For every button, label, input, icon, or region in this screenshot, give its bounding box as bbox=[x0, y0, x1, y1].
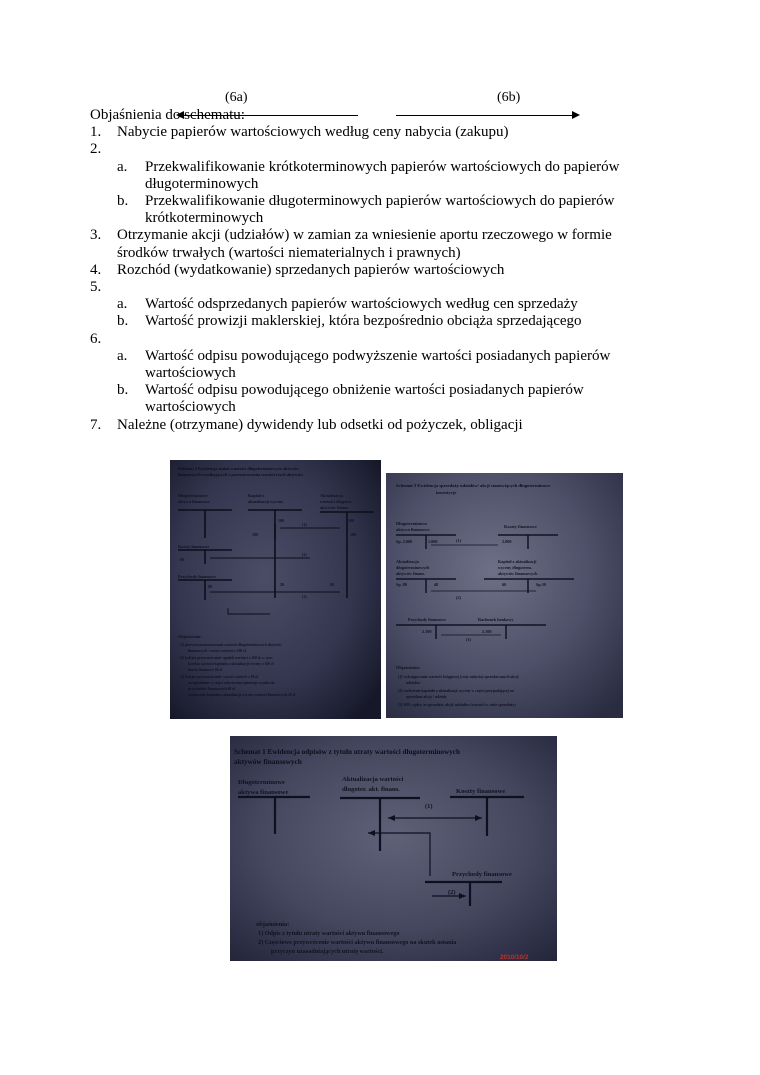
value: 1.000 bbox=[428, 539, 438, 544]
acc-label: Przychody finansowe bbox=[408, 617, 447, 622]
acc-label: długoterminowych bbox=[396, 565, 430, 570]
list-item: b. Przekwalifikowanie długoterminowych papierów wartościowych do papierów bbox=[117, 193, 615, 210]
marker: (1) bbox=[456, 538, 461, 543]
list-item: a. Wartość odsprzedanych papierów wartościowych według cen sprzedaży bbox=[117, 296, 578, 313]
marker: (3) bbox=[466, 637, 471, 642]
note: (2) kolejne przeszacowanie- spadek wartości o 160 zł, w tym: bbox=[180, 656, 273, 660]
acc-label: Kapitał z aktualizacji bbox=[498, 559, 537, 564]
explanations-title: Objaśnienia do schematu: bbox=[90, 107, 245, 123]
list-item: a. Przekwalifikowanie krótkoterminowych papierów wartościowych do papierów bbox=[117, 158, 620, 175]
value: 60 bbox=[180, 557, 184, 562]
acc-label: aktywa finansowe bbox=[238, 789, 289, 796]
acc-label: długoter. akt. finans. bbox=[342, 786, 400, 793]
note: 1) Odpis z tytułu utraty wartości aktywu finansowego bbox=[258, 930, 400, 937]
schemat-1-title-1: Schemat 1 Ewidencja odpisów z tytułu utraty wartości długoterminowych bbox=[234, 748, 460, 756]
note: korekta wartości kapitału z aktualizacji wyceny o 100 zł bbox=[188, 662, 274, 666]
value: 20 bbox=[280, 582, 284, 587]
value: 80 bbox=[330, 582, 334, 587]
list-item: 7. Należne (otrzymane) dywidendy lub odsetki od pożyczek, obligacji bbox=[90, 416, 523, 433]
marker: (1) bbox=[302, 522, 307, 527]
note: finansowych- wzrost wartości o 100 zł bbox=[188, 649, 246, 653]
acc-label: Koszty finansowe bbox=[178, 544, 210, 549]
schemat-3-title-2: inwestycje bbox=[436, 490, 457, 495]
photo-schemat-3 bbox=[386, 473, 623, 718]
acc-label: Przychody finansowe bbox=[178, 574, 217, 579]
value: 2.100 bbox=[422, 629, 432, 634]
note: udziałów bbox=[406, 681, 421, 685]
date-stamp: 2010/10/2 bbox=[500, 954, 529, 961]
note: 2) Częściowe przywrócenie wartości aktywu finansowego na skutek ustania bbox=[258, 939, 457, 946]
marker: (2) bbox=[302, 552, 307, 557]
value: 100 bbox=[278, 518, 284, 523]
list-item: 5. bbox=[90, 279, 102, 296]
value: Sp. 80 bbox=[396, 582, 407, 587]
note: przychodów finansowych 60 zł bbox=[188, 687, 235, 691]
notes-title: Objaśnienia: bbox=[396, 665, 421, 670]
value: 60 bbox=[502, 582, 507, 587]
label-6a: (6a) bbox=[225, 90, 248, 105]
photo-schemat-1 bbox=[230, 736, 557, 961]
schemat-3-diagram bbox=[386, 473, 623, 718]
acc-label: wartości długoter. bbox=[320, 499, 352, 504]
list-item-cont: krótkoterminowych bbox=[145, 210, 264, 227]
explanations bbox=[90, 107, 650, 434]
value: Sp.50 bbox=[536, 582, 546, 587]
acc-label: Aktualizacja wartości bbox=[342, 776, 404, 783]
label-6b: (6b) bbox=[497, 90, 521, 105]
note: (3) kolejne przeszacowanie- wzrost wartości o 80 zł bbox=[180, 675, 258, 679]
note: (1) wyksięgowanie wartości księgowej (ceny nabycia) sprzedawanych akcji bbox=[398, 675, 519, 679]
value: 2.100 bbox=[482, 629, 492, 634]
acc-label: Długoterminowe bbox=[178, 493, 208, 498]
value: 100 bbox=[252, 532, 258, 537]
value: 80 bbox=[208, 584, 212, 589]
list-item-cont: środków trwałych (wartości niematerialnych i prawnych) bbox=[117, 244, 461, 261]
note: uwzględnienie w części odwrócenia ujemnego wyniku do bbox=[188, 681, 275, 685]
acc-label: aktywów finansowych bbox=[498, 571, 538, 576]
value: 100 bbox=[350, 532, 356, 537]
acc-label: aktywów finans. bbox=[320, 505, 350, 510]
acc-label: Długoterminowe bbox=[396, 521, 428, 526]
list-item: 2. bbox=[90, 141, 102, 158]
schemat-1-diagram bbox=[230, 736, 557, 961]
schemat-2-diagram bbox=[170, 460, 381, 719]
value: 100 bbox=[348, 518, 354, 523]
schemat-3-title-1: Schemat 3 Ewidencja sprzedaży udziałów/ akcji stanowiących długoterminowe bbox=[396, 483, 551, 488]
value: 2.000 bbox=[502, 539, 512, 544]
marker: (2) bbox=[456, 595, 461, 600]
note: koszty finansowe 60 zł bbox=[188, 668, 223, 672]
list-item: b. Wartość odpisu powodującego obniżenie wartości posiadanych papierów bbox=[117, 382, 584, 399]
acc-label: Długoterminowe bbox=[238, 779, 285, 786]
list-item: 3. Otrzymanie akcji (udziałów) w zamian za wniesienie aportu rzeczowego w formie bbox=[90, 227, 612, 244]
list-item: 1. Nabycie papierów wartościowych według ceny nabycia (zakupu) bbox=[90, 124, 509, 141]
acc-label: aktywów finans. bbox=[396, 571, 426, 576]
list-item: b. Wartość prowizji maklerskiej, która bezpośrednio obciąża sprzedającego bbox=[117, 313, 582, 330]
schemat-2-title-1: Schemat 2 Ewidencja zmian wartości długoterminowych aktywów bbox=[178, 466, 300, 471]
note: (1) pierwsze przeszacowanie wartości długoterminowych aktywów bbox=[180, 643, 282, 647]
acc-label: Kapitał z bbox=[248, 493, 265, 498]
list-item: 6. bbox=[90, 330, 102, 347]
value: Sp. 2.000 bbox=[396, 539, 413, 544]
marker: (1) bbox=[425, 803, 433, 810]
note: sprzedane akcje / udziały bbox=[406, 695, 447, 699]
acc-label: Koszty finansowe bbox=[504, 524, 537, 529]
photo-schemat-2 bbox=[170, 460, 381, 719]
notes-title: Objaśnienia: bbox=[178, 634, 202, 639]
acc-label: Koszty finansowe bbox=[456, 788, 506, 795]
marker: (3) bbox=[302, 594, 307, 599]
value: 40 bbox=[434, 582, 439, 587]
schemat-1-title-2: aktywów finansowych bbox=[234, 758, 302, 766]
list-item-cont: wartościowych bbox=[145, 365, 236, 382]
note: zwiększenie kapitału z aktualizacji wyceny wartości finansowych 20 zł bbox=[188, 693, 296, 697]
acc-label: aktualizacji wyceny bbox=[248, 499, 284, 504]
note: przyczyn uzasadniających utratę wartości. bbox=[271, 948, 384, 955]
acc-label: aktywa finansowe bbox=[178, 499, 210, 504]
list-item-cont: wartościowych bbox=[145, 399, 236, 416]
marker: (2) bbox=[448, 889, 456, 896]
note: (3) WB: wpływ ze sprzedaży akcji/ udziałów (wartość w cenie sprzedaży) bbox=[398, 703, 516, 707]
notes-title: objaśnienia: bbox=[256, 921, 290, 928]
list-item: a. Wartość odpisu powodującego podwyższenie wartości posiadanych papierów bbox=[117, 347, 611, 364]
list-item: 4. Rozchód (wydatkowanie) sprzedanych papierów wartościowych bbox=[90, 261, 505, 278]
acc-label: Rachunek bankowy bbox=[478, 617, 514, 622]
schemat-2-title-2: finansowych wynikających z przeszacowania wartości tych aktywów bbox=[178, 472, 304, 477]
acc-label: wyceny długoterm. bbox=[498, 565, 532, 570]
acc-label: Przychody finansowe bbox=[452, 871, 512, 878]
acc-label: Aktualizacja bbox=[320, 493, 343, 498]
note: (2) rozliczenie kapitału z aktualizacji wyceny w części przypadającej na bbox=[398, 689, 514, 693]
acc-label: aktywa finansowe bbox=[396, 527, 430, 532]
list-item-cont: długoterminowych bbox=[145, 175, 259, 192]
acc-label: Aktualizacja bbox=[396, 559, 419, 564]
